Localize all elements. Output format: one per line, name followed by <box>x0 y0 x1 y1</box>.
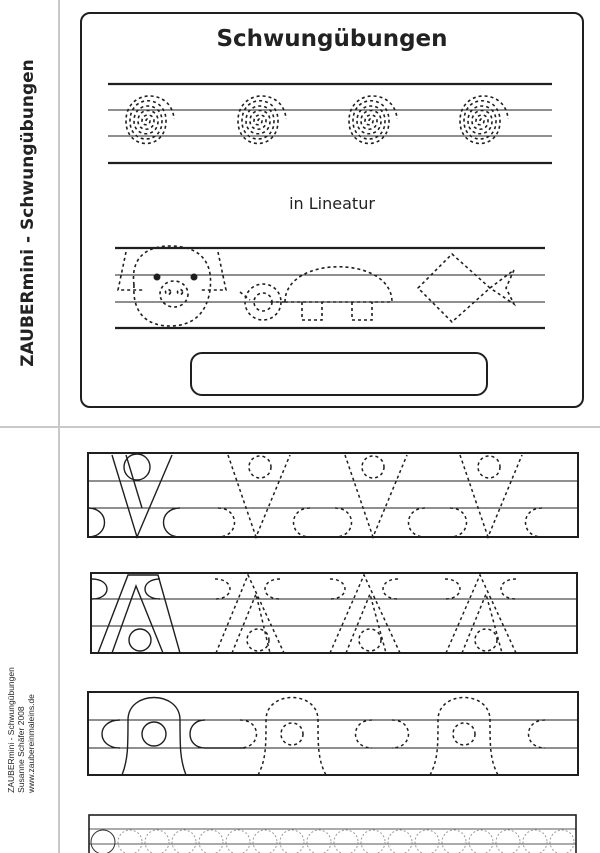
circle-trace-row <box>91 830 574 853</box>
a-model <box>92 575 180 653</box>
card-title: Schwungübungen <box>216 26 448 52</box>
pig-eye <box>191 274 198 281</box>
exercise-a-arches <box>91 573 577 653</box>
card-subtitle: in Lineatur <box>289 194 375 213</box>
v-trace <box>450 455 542 537</box>
credit-line: Susanne Schäfer 2008 <box>16 706 26 793</box>
credit-line: www.zaubereinmaleins.de <box>26 694 36 793</box>
exercise-circle-row <box>89 815 576 853</box>
spiral-lineature <box>108 84 552 163</box>
a-trace <box>445 575 516 653</box>
a-trace <box>215 575 284 653</box>
v-trace <box>218 455 310 537</box>
exercise-wave-loops <box>88 692 578 775</box>
a-trace <box>330 575 400 653</box>
exercise-v-loops <box>88 453 578 537</box>
sidebar-vertical-title: ZAUBERmini - Schwungübungen <box>18 59 38 367</box>
wave-trace <box>240 698 372 776</box>
pig-drawing <box>118 246 226 326</box>
pig-eye <box>154 274 161 281</box>
fish-drawing <box>418 254 514 322</box>
wave-model <box>102 698 245 776</box>
v-model <box>88 454 205 537</box>
animal-lineature <box>115 246 545 328</box>
credit-line: ZAUBERmini - Schwungübungen <box>6 667 16 793</box>
wave-trace <box>392 698 545 776</box>
v-trace <box>335 455 425 537</box>
